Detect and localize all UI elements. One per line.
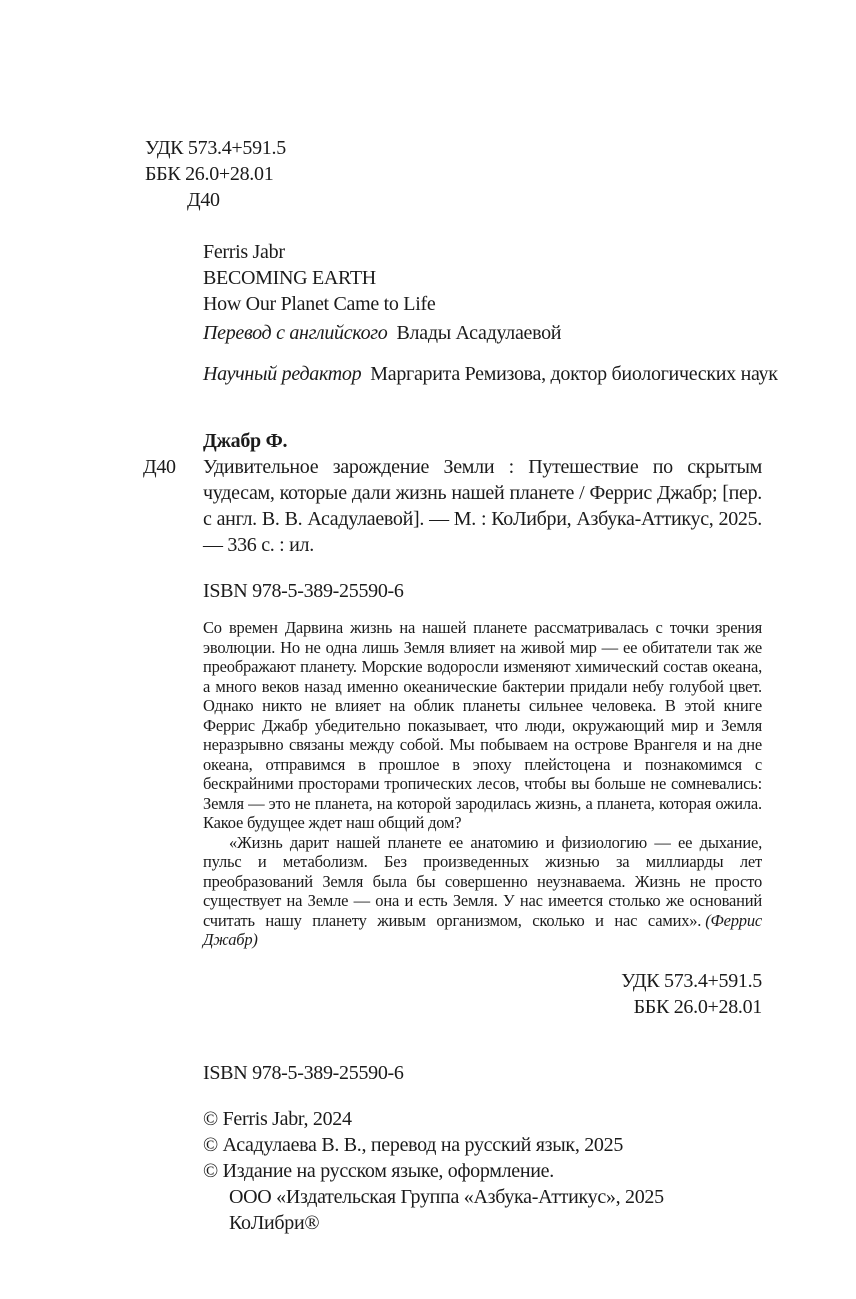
- editor-credit: [203, 361, 778, 387]
- copyright-block: [203, 1106, 762, 1236]
- copyright-line-edition: © Издание на русском языке, оформление.: [203, 1159, 554, 1182]
- udk-code-top: УДК 573.4+591.5: [145, 137, 286, 159]
- bbk-code-top: ББК 26.0+28.01: [145, 163, 274, 185]
- author-sign-top: Д40: [187, 189, 220, 211]
- classification-codes-top: [145, 135, 762, 213]
- annotation-block: [203, 618, 762, 950]
- annotation-attribution: (Феррис Джабр): [203, 910, 762, 949]
- udk-code-bottom: УДК 573.4+591.5: [621, 969, 762, 992]
- catalog-card: [143, 428, 762, 558]
- original-edition-block: [203, 239, 762, 317]
- translation-credit-label: Перевод с английского: [203, 322, 388, 344]
- classification-codes-bottom: [203, 968, 762, 1020]
- copyright-line-author: © Ferris Jabr, 2024: [203, 1107, 352, 1130]
- isbn-top: ISBN 978-5-389-25590-6: [203, 580, 404, 602]
- catalog-entry-row: [143, 454, 762, 558]
- catalog-author-sign: Д40: [143, 456, 176, 478]
- bbk-code-bottom: ББК 26.0+28.01: [633, 995, 762, 1018]
- annotation-paragraph-2: [203, 833, 762, 950]
- copyright-line-imprint: КоЛибри®: [229, 1211, 320, 1234]
- editor-credit-name: Маргарита Ремизова, доктор биологических наук: [370, 363, 778, 385]
- annotation-paragraph-1: Со времен Дарвина жизнь на нашей планете рассматривалась с точки зрения эволюции. Но не одна лишь Земля влияет на живой мир — ее обитатели так же преображают планету. Морские водоросли изменяют химический состав океана, а много веков назад именно океанические бактерии придали небу голубой цвет. Однако никто не влияет на облик планеты сильнее человека. В этой книге Феррис Джабр убедительно показывает, что люди, окружающий мир и Земля неразрывно связаны между собой. Мы побываем на острове Врангеля и на дне океана, отправимся в прошлое в эпоху плейстоцена и познакомимся с бескрайними просторами тропических лесов, чтобы вы больше не сомневались: Земля — это не планета, на которой зародилась жизнь, а планета, которая ожила. Какое будущее ждет наш общий дом?: [203, 618, 762, 832]
- copyright-line-publisher: ООО «Издательская Группа «Азбука-Аттикус», 2025: [229, 1185, 664, 1208]
- catalog-author: Джабр Ф.: [203, 430, 288, 452]
- annotation-paragraph-2-text: «Жизнь дарит нашей планете ее анатомию и физиологию — ее дыхание, пульс и метаболизм. Без произведенных жизнью за миллиарды лет преобразований Земля была бы совершенно неузнаваема. Жизнь не просто существует на Земле — она и есть Земля. У нас имеется столько же оснований считать нашу планету живым организмом, сколько и нас самих».: [203, 832, 762, 930]
- original-title: BECOMING EARTH: [203, 267, 376, 289]
- editor-credit-label: Научный редактор: [203, 363, 362, 385]
- copyright-line-translation: © Асадулаева В. В., перевод на русский язык, 2025: [203, 1133, 624, 1156]
- translation-credit-name: Влады Асадулаевой: [396, 322, 562, 344]
- catalog-entry: Удивительное зарождение Земли : Путешествие по скрытым чудесам, которые дали жизнь нашей планете / Феррис Джабр; [пер. с англ. В. В. Асадулаевой]. — М. : КоЛибри, Азбука-Аттикус, 2025. — 336 с. : ил.: [203, 456, 762, 556]
- original-subtitle: How Our Planet Came to Life: [203, 293, 436, 315]
- original-author: Ferris Jabr: [203, 241, 285, 263]
- isbn-bottom: ISBN 978-5-389-25590-6: [203, 1061, 404, 1084]
- translation-credit: [203, 320, 762, 346]
